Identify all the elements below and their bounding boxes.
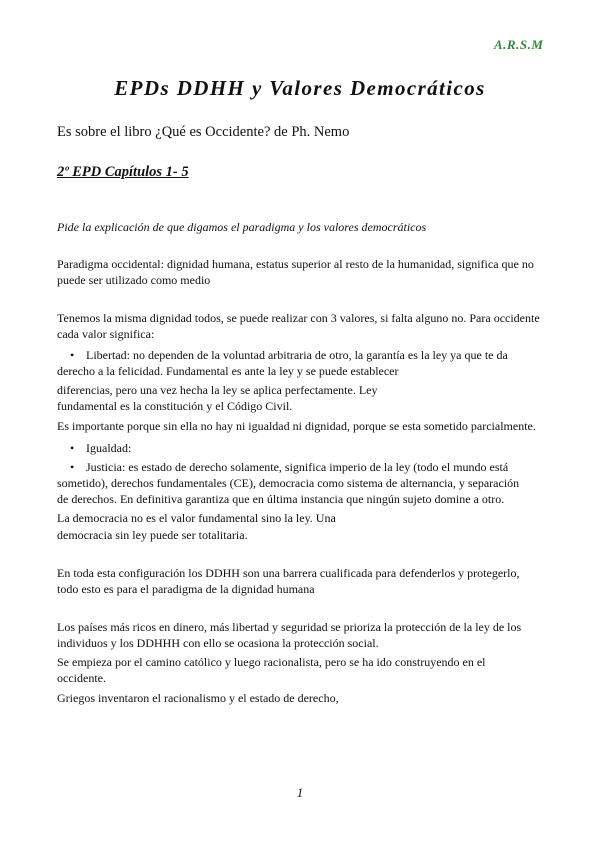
author-initials: A.R.S.M (494, 37, 544, 52)
bullet-continuation: sometido), derechos fundamentales (CE), democracia como sistema de alternancia, y separación (57, 476, 520, 490)
bullet-continuation: fundamental es la constitución y el Código Civil. (57, 399, 293, 413)
bullet-text: Libertad: no dependen de la voluntad arbitraria de otro, la garantía es la ley ya que te da (86, 348, 508, 362)
bullet-continuation: de derechos. En definitiva garantiza que en última instancia que ningún sujeto domine a otro. (57, 492, 505, 506)
bullet-continuation: diferencias, pero una vez hecha la ley se aplica perfectamente. Ley (57, 383, 378, 397)
document-subtitle: Es sobre el libro ¿Qué es Occidente? de Ph. Nemo (57, 124, 350, 140)
bullet-text: Igualdad: (86, 441, 132, 455)
paragraph-line: occidente. (57, 671, 106, 685)
paragraph-line: puede ser utilizado como medio (57, 273, 211, 287)
section-heading: 2º EPD Capítulos 1- 5 (57, 164, 189, 180)
paragraph-line: individuos y los DDHHH con ello se ocasiona la protección social. (57, 636, 379, 650)
paragraph-line: En toda esta configuración los DDHH son una barrera cualificada para defenderlos y protegerlo, (57, 566, 520, 580)
paragraph-line: Es importante porque sin ella no hay ni igualdad ni dignidad, porque se esta sometido parcialmente. (57, 419, 536, 433)
paragraph-line: Se empieza por el camino católico y luego racionalista, pero se ha ido construyendo en el (57, 655, 486, 669)
bullet-item-justicia (70, 459, 508, 475)
document-title: EPDs DDHH y Valores Democráticos (114, 76, 486, 100)
paragraph-line: cada valor significa: (57, 327, 155, 341)
paragraph-line: Los países más ricos en dinero, más libertad y seguridad se prioriza la protección de la ley de los (57, 620, 522, 634)
page-number: 1 (296, 785, 304, 800)
bullet-item-igualdad (70, 440, 131, 456)
paragraph-line: La democracia no es el valor fundamental sino la ley. Una (57, 511, 336, 525)
paragraph-line: todo esto es para el paradigma de la dignidad humana (57, 582, 315, 596)
paragraph-line: democracia sin ley puede ser totalitaria. (57, 528, 248, 542)
lead-question: Pide la explicación de que digamos el paradigma y los valores democráticos (57, 220, 427, 234)
bullet-text: Justicia: es estado de derecho solamente, significa imperio de la ley (todo el mundo está (86, 460, 509, 474)
paragraph-line: Griegos inventaron el racionalismo y el estado de derecho, (57, 691, 339, 705)
paragraph-line: Tenemos la misma dignidad todos, se puede realizar con 3 valores, si falta alguno no. Para occidente (57, 311, 540, 325)
bullet-item-libertad (70, 347, 508, 363)
bullet-continuation: derecho a la felicidad. Fundamental es ante la ley y se puede establecer (57, 364, 399, 378)
paragraph-line: Paradigma occidental: dignidad humana, estatus superior al resto de la humanidad, significa que no (57, 257, 534, 271)
